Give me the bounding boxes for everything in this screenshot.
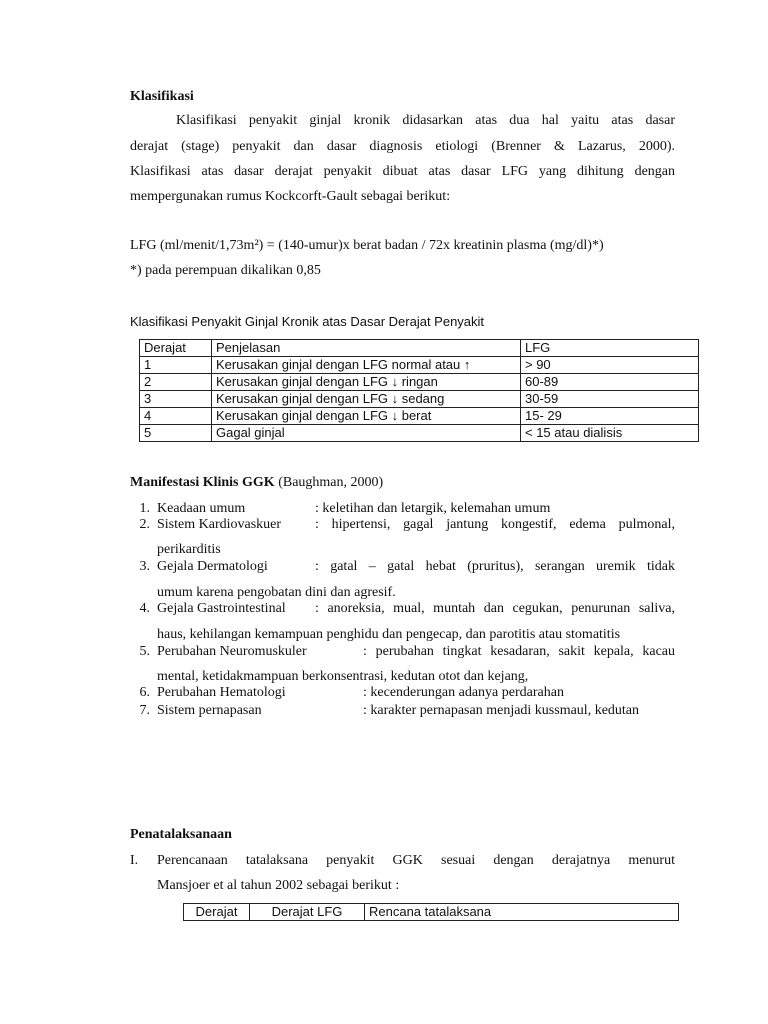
table-header-cell: Rencana tatalaksana [365, 904, 679, 921]
table-cell: 15- 29 [521, 408, 699, 425]
list-item [130, 685, 675, 703]
paragraph-line: Mansjoer et al tahun 2002 sebagai berikut : [157, 878, 400, 893]
table-header-cell: Derajat [184, 904, 250, 921]
list-number: 7. [139, 703, 150, 718]
list-continuation: umum karena pengobatan dini dan agresif. [157, 585, 396, 600]
table-row [140, 391, 699, 408]
list-value: : perubahan tingkat kesadaran, sakit kepala, kacau [363, 644, 675, 659]
table-cell: 30-59 [521, 391, 699, 408]
list-number: 6. [139, 685, 150, 700]
list-item [130, 703, 675, 721]
list-value: : hipertensi, gagal jantung kongestif, edema pulmonal, [315, 517, 675, 532]
table-row [140, 408, 699, 425]
table-cell: 4 [140, 408, 212, 425]
list-continuation: perikarditis [157, 542, 221, 557]
manifestasi-reference: (Baughman, 2000) [278, 475, 384, 490]
list-label: Gejala Dermatologi [157, 559, 268, 574]
section-heading-klasifikasi: Klasifikasi [130, 89, 194, 104]
list-continuation: mental, ketidakmampuan berkonsentrasi, kedutan otot dan kejang, [157, 669, 529, 684]
table-cell: Kerusakan ginjal dengan LFG ↓ berat [212, 408, 521, 425]
table-header-row [184, 904, 679, 921]
list-number: 4. [139, 601, 150, 616]
table-header-cell: Penjelasan [212, 340, 521, 357]
list-number: 1. [139, 501, 150, 516]
table-cell: Gagal ginjal [212, 425, 521, 442]
list-item [130, 517, 675, 535]
table-cell: 2 [140, 374, 212, 391]
paragraph-line: mempergunakan rumus Kockcorft-Gault sebagai berikut: [130, 189, 451, 204]
list-item [130, 559, 675, 577]
table-row [140, 357, 699, 374]
manifestasi-heading: Manifestasi Klinis GGK [130, 475, 275, 490]
paragraph-line: Perencanaan tatalaksana penyakit GGK sesuai dengan derajatnya menurut [157, 853, 675, 868]
list-continuation: haus, kehilangan kemampuan penghidu dan pengecap, dan parotitis atau stomatitis [157, 627, 621, 642]
table-cell: 60-89 [521, 374, 699, 391]
classification-table [139, 339, 699, 442]
list-number: 5. [139, 644, 150, 659]
list-number: 3. [139, 559, 150, 574]
table-header-row [140, 340, 699, 357]
table-header-cell: Derajat [140, 340, 212, 357]
list-label: Sistem Kardiovaskuer [157, 517, 282, 532]
section-heading-penatalaksanaan: Penatalaksanaan [130, 827, 232, 842]
formula-note: *) pada perempuan dikalikan 0,85 [130, 263, 321, 278]
table-row [140, 425, 699, 442]
table-cell: > 90 [521, 357, 699, 374]
list-label: Perubahan Hematologi [157, 685, 286, 700]
paragraph-line: Klasifikasi atas dasar derajat penyakit dibuat atas dasar LFG yang dihitung dengan [130, 164, 675, 179]
paragraph-line: derajat (stage) penyakit dan dasar diagnosis etiologi (Brenner & Lazarus, 2000). [130, 139, 675, 154]
list-label: Sistem pernapasan [157, 703, 262, 718]
table-cell: 1 [140, 357, 212, 374]
list-value: : keletihan dan letargik, kelemahan umum [315, 501, 551, 516]
list-label: Perubahan Neuromuskuler [157, 644, 307, 659]
table-caption: Klasifikasi Penyakit Ginjal Kronik atas Dasar Derajat Penyakit [130, 314, 485, 329]
list-label: Keadaan umum [157, 501, 246, 516]
list-value: : anoreksia, mual, muntah dan cegukan, penurunan saliva, [315, 601, 675, 616]
list-number: 2. [139, 517, 150, 532]
table-header-cell: LFG [521, 340, 699, 357]
paragraph-line: Klasifikasi penyakit ginjal kronik didasarkan atas dua hal yaitu atas dasar [176, 113, 675, 128]
list-value: : gatal – gatal hebat (pruritus), serangan uremik tidak [315, 559, 675, 574]
list-value: : kecenderungan adanya perdarahan [363, 685, 564, 700]
list-item [130, 601, 675, 619]
list-label: Gejala Gastrointestinal [157, 601, 286, 616]
table-cell: Kerusakan ginjal dengan LFG normal atau ↑ [212, 357, 521, 374]
roman-numeral: I. [130, 853, 139, 868]
list-value: : karakter pernapasan menjadi kussmaul, kedutan [363, 703, 640, 718]
management-table [183, 903, 679, 921]
table-header-cell: Derajat LFG [250, 904, 365, 921]
lfg-formula: LFG (ml/menit/1,73m²) = (140-umur)x berat badan / 72x kreatinin plasma (mg/dl)*) [130, 238, 604, 253]
table-cell: < 15 atau dialisis [521, 425, 699, 442]
table-row [140, 374, 699, 391]
table-cell: Kerusakan ginjal dengan LFG ↓ sedang [212, 391, 521, 408]
table-cell: Kerusakan ginjal dengan LFG ↓ ringan [212, 374, 521, 391]
list-item [130, 644, 675, 662]
table-cell: 3 [140, 391, 212, 408]
section-heading-manifestasi [130, 475, 383, 491]
table-cell: 5 [140, 425, 212, 442]
